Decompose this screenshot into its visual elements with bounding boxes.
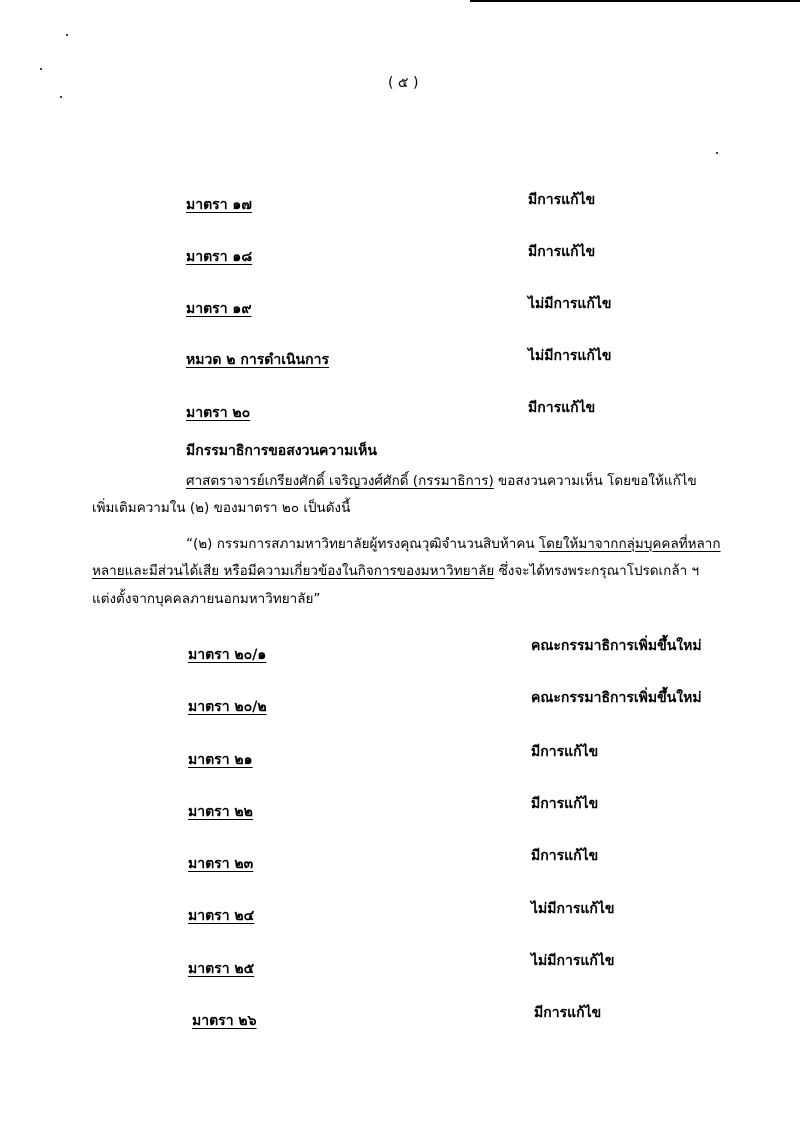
section-status-21: มีการแก้ไข	[531, 744, 599, 760]
section-status-22: มีการแก้ไข	[531, 796, 599, 812]
section-label-20-1: มาตรา ๒๐/๑	[188, 647, 267, 663]
reservation-line-1-text: ขอสงวนความเห็น โดยขอให้แก้ไข	[493, 473, 697, 489]
section-label-25: มาตรา ๒๕	[188, 961, 255, 977]
section-status-26: มีการแก้ไข	[534, 1005, 602, 1021]
section-status-18: มีการแก้ไข	[528, 244, 596, 260]
quote-line-2	[92, 562, 699, 580]
section-label-22: มาตรา ๒๒	[188, 804, 253, 820]
section-status-25: ไม่มีการแก้ไข	[531, 953, 615, 969]
scan-speck	[716, 152, 718, 154]
commissioner-name: ศาสตราจารย์เกรียงศักดิ์ เจริญวงศ์ศักดิ์ (กรรมาธิการ)	[186, 473, 494, 489]
chapter-label-2: หมวด ๒ การดำเนินการ	[186, 352, 329, 368]
section-status-19: ไม่มีการแก้ไข	[528, 296, 612, 312]
reservation-heading: มีกรรมาธิการขอสงวนความเห็น	[186, 443, 377, 459]
section-status-20-2: คณะกรรมาธิการเพิ่มขึ้นใหม่	[531, 690, 702, 706]
quote-line-1-text: “(๒) กรรมการสภามหาวิทยาลัยผู้ทรงคุณวุฒิจำนวนสิบห้าคน	[186, 536, 539, 552]
quote-line-1-underlined: โดยให้มาจากกลุ่มบุคคลที่หลาก	[538, 536, 721, 552]
quote-line-3: แต่งตั้งจากบุคคลภายนอกมหาวิทยาลัย”	[92, 591, 321, 607]
quote-line-2-underlined: หลายและมีส่วนได้เสีย หรือมีความเกี่ยวข้องในกิจการของมหาวิทยาลัย	[92, 563, 495, 579]
reservation-line-2: เพิ่มเติมความใน (๒) ของมาตรา ๒๐ เป็นดังนี้	[92, 500, 351, 516]
section-label-26: มาตรา ๒๖	[192, 1013, 257, 1029]
section-status-24: ไม่มีการแก้ไข	[531, 901, 615, 917]
chapter-status-2: ไม่มีการแก้ไข	[528, 348, 612, 364]
section-label-20-2: มาตรา ๒๐/๒	[188, 699, 267, 715]
section-label-17: มาตรา ๑๗	[186, 197, 252, 213]
section-status-17: มีการแก้ไข	[528, 192, 596, 208]
section-label-19: มาตรา ๑๙	[186, 301, 252, 317]
reservation-line-1	[186, 472, 697, 490]
scan-edge-line	[470, 0, 800, 2]
section-status-20-1: คณะกรรมาธิการเพิ่มขึ้นใหม่	[531, 638, 702, 654]
section-status-23: มีการแก้ไข	[531, 848, 599, 864]
quote-line-1	[186, 535, 721, 553]
section-label-21: มาตรา ๒๑	[188, 752, 253, 768]
page-number: ( ๕ )	[388, 75, 419, 91]
scan-speck	[66, 34, 68, 36]
scan-speck	[40, 68, 42, 70]
scan-speck	[60, 96, 62, 98]
section-label-24: มาตรา ๒๔	[188, 908, 255, 924]
quote-line-2-text: ซึ่งจะได้ทรงพระกรุณาโปรดเกล้า ฯ	[494, 563, 700, 579]
section-status-20: มีการแก้ไข	[528, 400, 596, 416]
section-label-23: มาตรา ๒๓	[188, 856, 254, 872]
section-label-18: มาตรา ๑๘	[186, 249, 253, 265]
section-label-20: มาตรา ๒๐	[186, 405, 251, 421]
